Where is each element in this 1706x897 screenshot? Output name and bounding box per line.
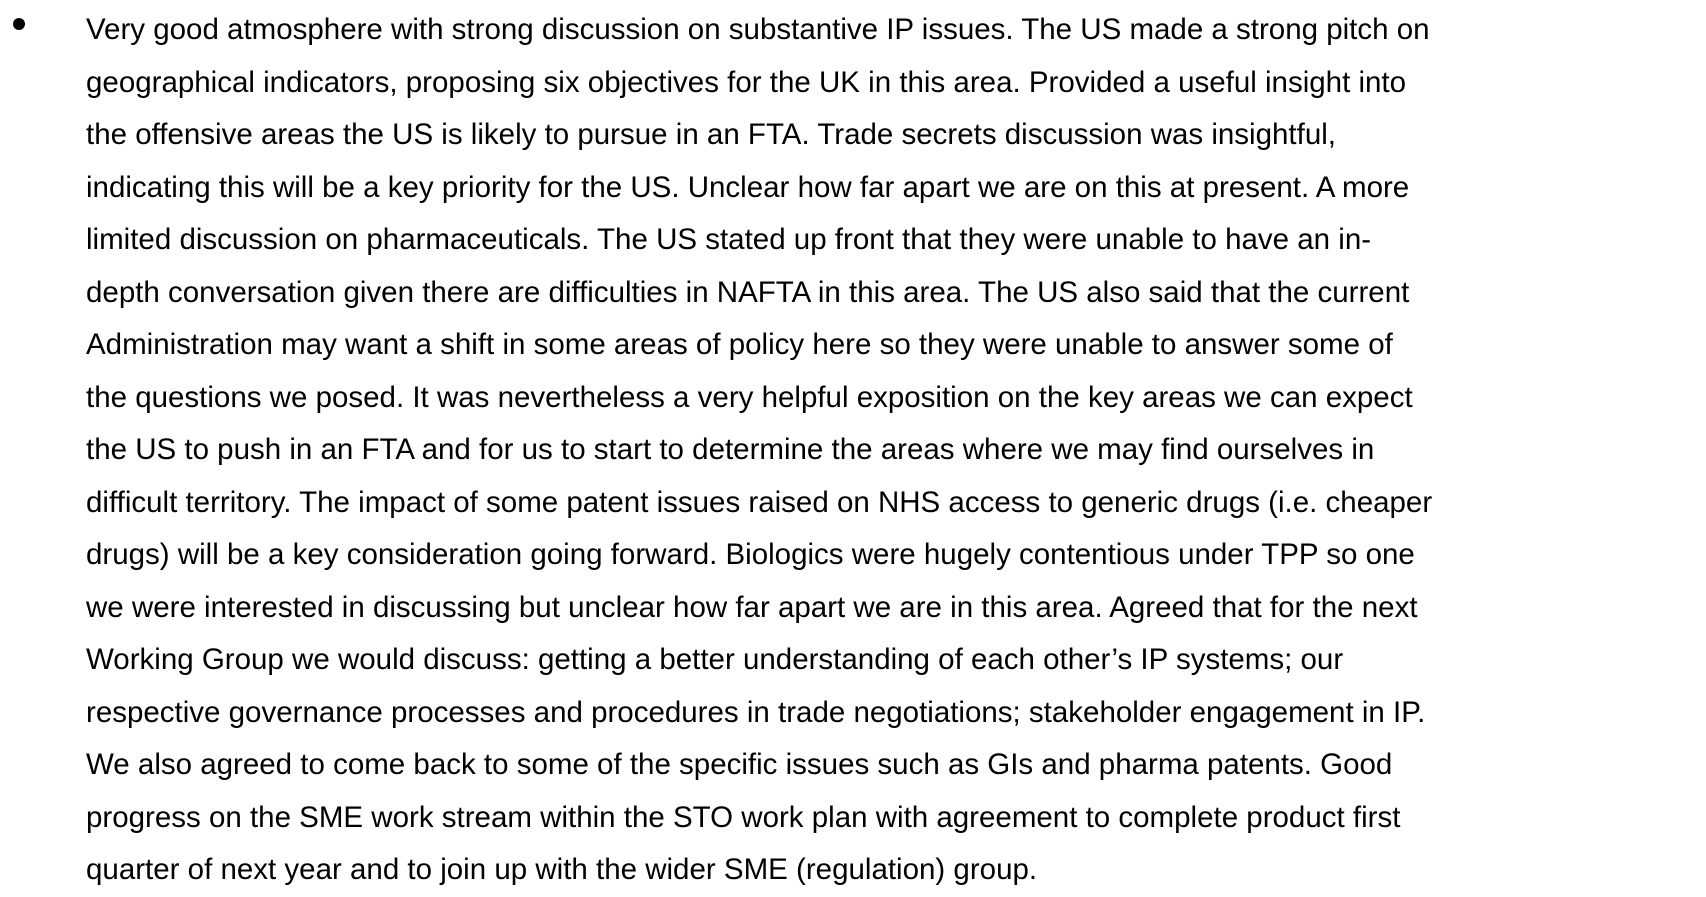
paragraph-line: the offensive areas the US is likely to pursue in an FTA. Trade secrets discussion was insightful, bbox=[86, 118, 1336, 151]
paragraph-line: the questions we posed. It was nevertheless a very helpful exposition on the key areas we can expect bbox=[86, 380, 1413, 414]
paragraph-line: geographical indicators, proposing six objectives for the UK in this area. Provided a useful insight into bbox=[86, 65, 1407, 99]
paragraph-line: the US to push in an FTA and for us to start to determine the areas where we may find ourselves in bbox=[86, 433, 1375, 466]
bullet-paragraph bbox=[86, 4, 1696, 897]
paragraph-line: progress on the SME work stream within the STO work plan with agreement to complete product first bbox=[86, 800, 1401, 834]
paragraph-line: Very good atmosphere with strong discussion on substantive IP issues. The US made a strong pitch on bbox=[86, 13, 1430, 46]
paragraph-line: drugs) will be a key consideration going forward. Biologics were hugely contentious under TPP so one bbox=[86, 538, 1415, 571]
bullet-dot-icon bbox=[13, 18, 25, 30]
paragraph-line: we were interested in discussing but unclear how far apart we are in this area. Agreed that for the next bbox=[86, 590, 1418, 624]
paragraph-line: difficult territory. The impact of some patent issues raised on NHS access to generic drugs (i.e. cheaper bbox=[86, 485, 1433, 519]
paragraph-line: depth conversation given there are difficulties in NAFTA in this area. The US also said that the current bbox=[86, 275, 1410, 309]
paragraph-line: Working Group we would discuss: getting a better understanding of each other’s IP systems; our bbox=[86, 643, 1344, 676]
paragraph-line: limited discussion on pharmaceuticals. The US stated up front that they were unable to have an in- bbox=[86, 223, 1372, 256]
paragraph-line: Administration may want a shift in some areas of policy here so they were unable to answer some of bbox=[86, 328, 1393, 361]
paragraph-line: respective governance processes and procedures in trade negotiations; stakeholder engagement in IP. bbox=[86, 695, 1426, 729]
paragraph-line: indicating this will be a key priority for the US. Unclear how far apart we are on this at present. A more bbox=[86, 170, 1410, 204]
paragraph-line: quarter of next year and to join up with the wider SME (regulation) group. bbox=[86, 853, 1038, 886]
paragraph-line: We also agreed to come back to some of the specific issues such as GIs and pharma patents. Good bbox=[86, 748, 1393, 781]
